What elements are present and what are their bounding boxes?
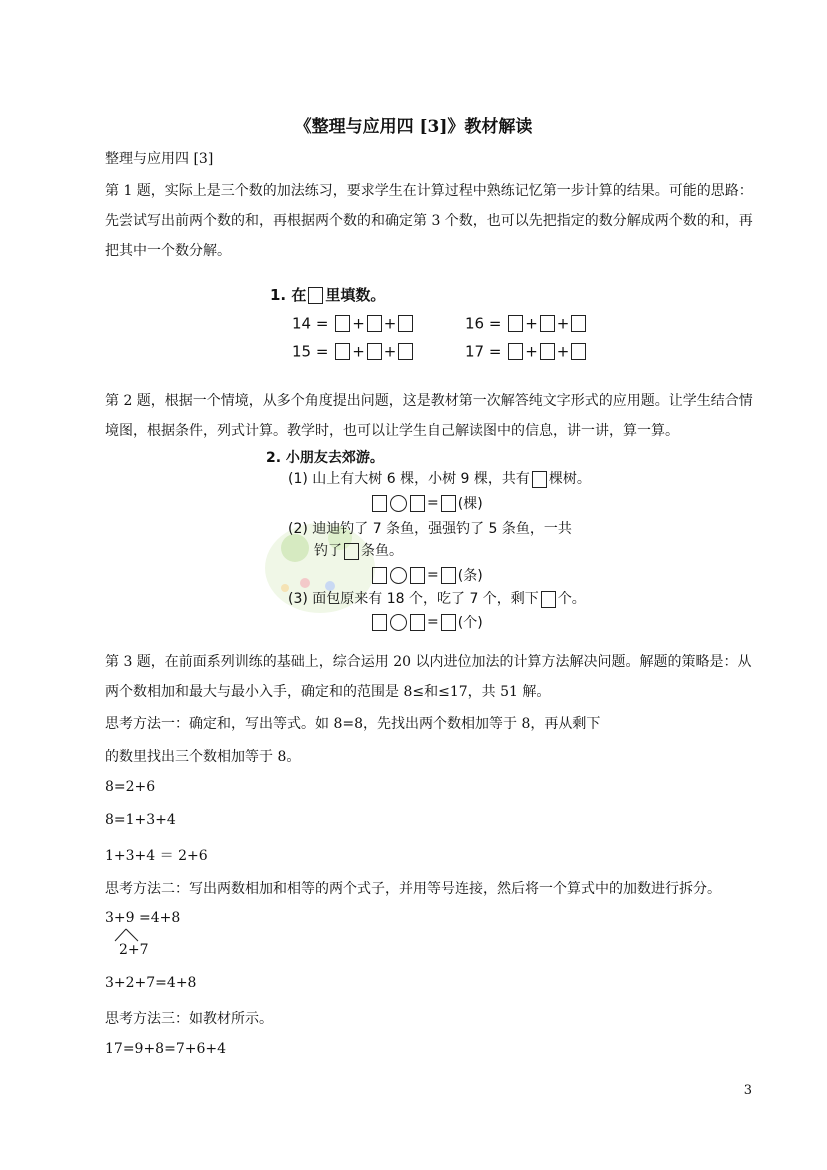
question-3-text-end: 个。 — [557, 591, 586, 607]
figure-2-q2-line2 — [314, 540, 403, 560]
answer-box — [571, 315, 586, 332]
answer-box — [308, 287, 323, 304]
question-2-text-cont: 钓了 — [314, 543, 342, 559]
section-heading: 整理与应用四 [3] — [105, 151, 214, 167]
page-number: 3 — [743, 1083, 752, 1098]
method-1-line-2: 的数里找出三个数相加等于 8。 — [105, 749, 301, 765]
figure-1 — [270, 284, 385, 308]
method-3: 思考方法三：如教材所示。 — [105, 1011, 273, 1027]
operator-circle — [390, 567, 407, 584]
answer-box — [508, 343, 523, 360]
answer-box — [398, 343, 413, 360]
figure-2-eq2: = (条) — [370, 565, 483, 585]
paragraph-2: 第 2 题，根据一个情境，从多个角度提出问题，这是教材第一次解答纯文字形式的应用题。让学生结合情境图，根据条件，列式计算。教学时，也可以让学生自己解读图中的信息，讲一讲，算一算。 — [105, 393, 753, 439]
equation-line: 8=2+6 — [105, 779, 156, 795]
answer-box — [410, 614, 425, 631]
equation-line: 17=9+8=7+6+4 — [105, 1041, 227, 1057]
answer-box — [540, 343, 555, 360]
figure-2-eq1: = (棵) — [370, 493, 483, 513]
equation-line: 2+7 — [119, 942, 149, 958]
answer-box — [410, 567, 425, 584]
page-title: 《整理与应用四 [3]》教材解读 — [294, 117, 533, 137]
unit-label: (个) — [457, 615, 483, 631]
figure-2 — [266, 446, 384, 470]
answer-box — [372, 614, 387, 631]
figure-1-row: 15 = + + — [292, 342, 415, 361]
equation-line: 3+9 =4+8 — [105, 910, 181, 926]
equation-lhs: 15 = — [292, 342, 329, 361]
answer-box — [441, 495, 456, 512]
answer-box — [410, 495, 425, 512]
figure-1-row: 14 = + + — [292, 314, 415, 333]
figure-1-heading — [270, 284, 385, 308]
figure-1-row: 16 = + + — [465, 314, 588, 333]
equation-line: 1+3+4 ＝ 2+6 — [105, 848, 208, 864]
equation-line: 3+2+7=4+8 — [105, 975, 197, 991]
figure-2-q1 — [288, 468, 591, 488]
equation-lhs: 14 = — [292, 314, 329, 333]
figure-2-heading: 2. 小朋友去郊游。 — [266, 450, 384, 466]
answer-box — [441, 614, 456, 631]
method-1-line-1: 思考方法一：确定和，写出等式。如 8=8，先找出两个数相加等于 8，再从剩下 — [105, 716, 601, 732]
method-2: 思考方法二：写出两数相加和相等的两个式子，并用等号连接，然后将一个算式中的加数进行拆分。 — [105, 881, 721, 897]
figure-2-eq3: = (个) — [370, 612, 483, 632]
answer-box — [571, 343, 586, 360]
paragraph-3: 第 3 题，在前面系列训练的基础上，综合运用 20 以内进位加法的计算方法解决问题。解题的策略是：从两个数相加和最大与最小入手，确定和的范围是 8≤和≤17，共 51 解。 — [105, 654, 752, 700]
operator-circle — [390, 495, 407, 512]
unit-label: (条) — [457, 568, 483, 584]
equation-line: 8=1+3+4 — [105, 812, 176, 828]
figure-1-row: 17 = + + — [465, 342, 588, 361]
answer-box — [335, 315, 350, 332]
figure-2-q3 — [288, 588, 586, 608]
answer-box — [508, 315, 523, 332]
answer-box — [540, 315, 555, 332]
split-branch-lines — [112, 928, 142, 942]
answer-box — [372, 495, 387, 512]
operator-circle — [390, 614, 407, 631]
question-2-text: (2) 迪迪钓了 7 条鱼，强强钓了 5 条鱼，一共 — [288, 521, 572, 537]
answer-box — [367, 315, 382, 332]
paragraph-1: 第 1 题，实际上是三个数的加法练习，要求学生在计算过程中熟练记忆第一步计算的结果。可能的思路：先尝试写出前两个数的和，再根据两个数的和确定第 3 个数，也可以先把指定的数分解成两个数的和，再把其中一个数分解。 — [105, 183, 753, 259]
answer-box — [367, 343, 382, 360]
answer-box — [398, 315, 413, 332]
question-1-text: (1) 山上有大树 6 棵，小树 9 棵，共有 — [288, 471, 530, 487]
equation-lhs: 16 = — [465, 314, 502, 333]
question-1-text-end: 棵树。 — [548, 471, 591, 487]
answer-box — [541, 591, 556, 608]
question-2-text-end: 条鱼。 — [361, 543, 403, 559]
answer-box — [344, 543, 359, 560]
figure-2-q2 — [288, 518, 572, 538]
question-3-text: (3) 面包原来有 18 个，吃了 7 个，剩下 — [288, 591, 539, 607]
answer-box — [441, 567, 456, 584]
figure-1-heading-post: 里填数。 — [325, 286, 386, 304]
answer-box — [532, 471, 547, 488]
unit-label: (棵) — [457, 496, 483, 512]
figure-1-heading-pre: 1. 在 — [270, 286, 307, 304]
answer-box — [335, 343, 350, 360]
equation-lhs: 17 = — [465, 342, 502, 361]
answer-box — [372, 567, 387, 584]
